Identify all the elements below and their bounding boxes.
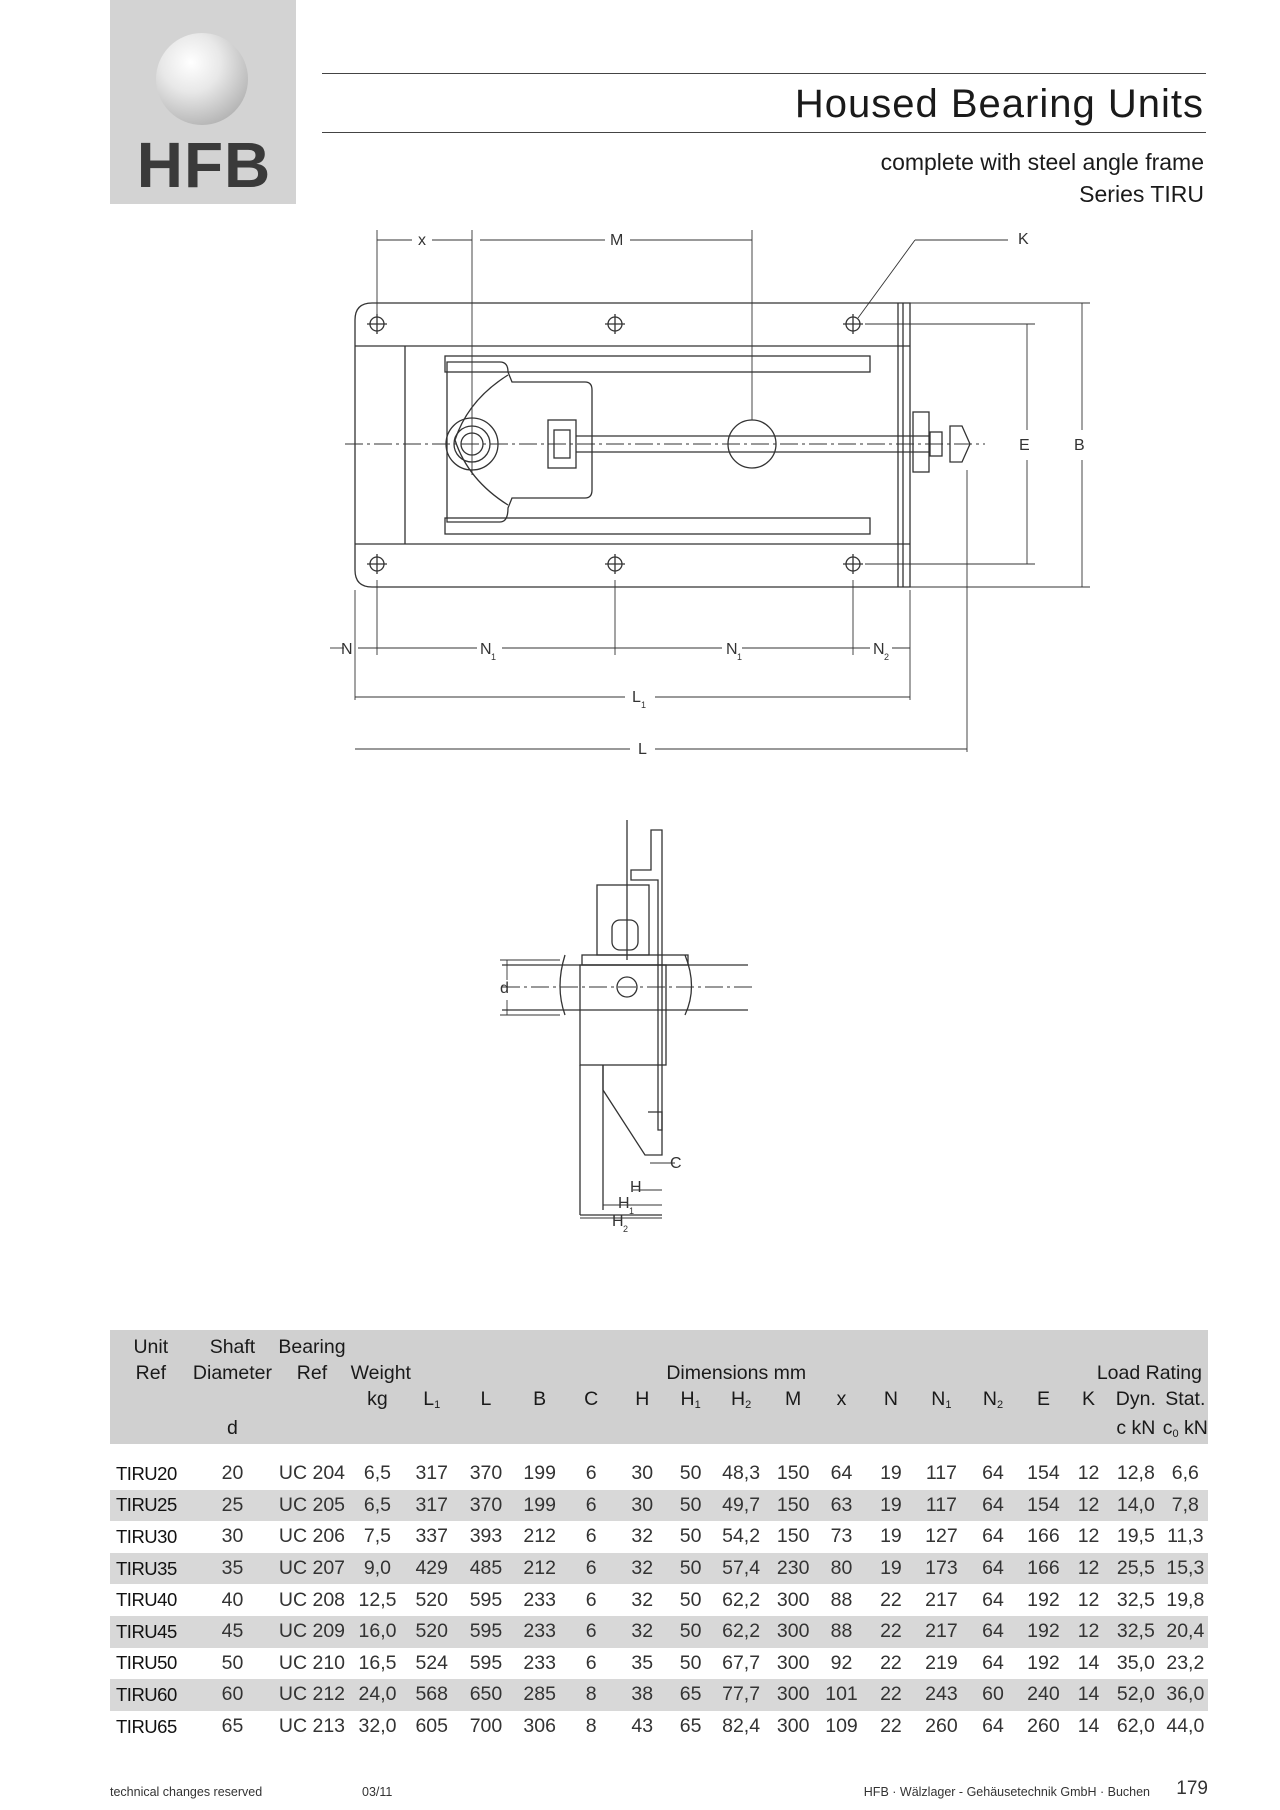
table-cell: 22 — [880, 1683, 902, 1706]
table-cell: 32 — [631, 1620, 654, 1643]
table-cell: 38 — [631, 1683, 654, 1706]
table-cell: 22 — [880, 1651, 902, 1674]
table-cell: UC 207 — [278, 1557, 346, 1580]
table-cell: 12 — [1077, 1588, 1100, 1611]
table-row — [110, 1521, 1208, 1553]
th-n: N — [883, 1388, 898, 1410]
label-x: x — [418, 232, 426, 249]
th-kg: kg — [367, 1388, 388, 1410]
label-h1: H — [618, 1195, 630, 1212]
table-row — [110, 1490, 1208, 1522]
table-cell: 192 — [1027, 1620, 1060, 1643]
table-cell: 32,0 — [358, 1715, 397, 1738]
table-cell: 700 — [469, 1715, 503, 1738]
th-h1: H1 — [680, 1388, 701, 1411]
table-cell: 22 — [880, 1715, 902, 1738]
th-c: C — [584, 1388, 599, 1410]
table-row — [110, 1648, 1208, 1680]
table-cell: 50 — [679, 1493, 702, 1516]
label-n1: N — [480, 641, 492, 658]
table-cell: 64 — [982, 1557, 1004, 1580]
table-cell: 57,4 — [722, 1557, 761, 1580]
table-cell: 64 — [982, 1493, 1004, 1516]
page-title: Housed Bearing Units — [794, 82, 1204, 126]
table-cell: 524 — [415, 1651, 448, 1674]
table-cell: 317 — [415, 1493, 448, 1516]
table-row — [110, 1584, 1208, 1616]
th-h2: H2 — [730, 1388, 752, 1411]
table-cell: UC 212 — [278, 1683, 346, 1706]
table-cell: 64 — [982, 1462, 1004, 1485]
table-cell: 233 — [523, 1651, 556, 1674]
table-cell: 605 — [415, 1715, 448, 1738]
table-cell: 12 — [1077, 1557, 1100, 1580]
table-cell: 62,0 — [1116, 1715, 1155, 1738]
table-cell: 60 — [982, 1683, 1004, 1706]
table-cell: 6 — [585, 1462, 597, 1485]
table-cell: 32 — [631, 1588, 654, 1611]
table-cell: 219 — [925, 1651, 958, 1674]
table-cell: 14 — [1077, 1651, 1100, 1674]
table-cell: 217 — [925, 1588, 958, 1611]
th-l1: L1 — [423, 1388, 441, 1411]
page-number: 179 — [1176, 1778, 1208, 1799]
table-cell: 14 — [1077, 1715, 1100, 1738]
table-cell: 199 — [523, 1462, 556, 1485]
table-cell: 650 — [469, 1683, 503, 1706]
table-cell: 67,7 — [722, 1651, 761, 1674]
th-x: x — [836, 1388, 847, 1410]
unit-ref-cell: TIRU50 — [116, 1652, 177, 1674]
th-l: L — [480, 1388, 492, 1410]
table-cell: 6 — [585, 1588, 597, 1611]
table-cell: 45 — [221, 1620, 244, 1643]
table-cell: 64 — [982, 1588, 1004, 1611]
label-n2: N — [873, 641, 885, 658]
table-cell: 166 — [1027, 1557, 1060, 1580]
footer-notice: technical changes reserved — [110, 1785, 263, 1799]
table-cell: 50 — [221, 1651, 244, 1674]
table-cell: 117 — [925, 1493, 957, 1516]
table-cell: 12,5 — [358, 1588, 397, 1611]
label-b: B — [1074, 437, 1085, 454]
table-cell: 260 — [925, 1715, 958, 1738]
th-dimensions: Dimensions mm — [666, 1362, 807, 1384]
table-cell: 64 — [982, 1651, 1004, 1674]
table-cell: 65 — [679, 1683, 702, 1706]
table-cell: 370 — [469, 1493, 503, 1516]
table-cell: 192 — [1027, 1588, 1060, 1611]
table-cell: 32,5 — [1116, 1588, 1155, 1611]
brand-name: HFB — [136, 129, 272, 201]
table-cell: 62,2 — [722, 1620, 761, 1643]
table-cell: 6 — [585, 1620, 597, 1643]
table-cell: 230 — [776, 1557, 810, 1580]
side-view-drawing — [502, 820, 748, 1215]
label-d: d — [500, 980, 509, 997]
table-cell: 212 — [523, 1557, 556, 1580]
th-weight: Weight — [350, 1362, 411, 1384]
table-cell: 35 — [631, 1651, 654, 1674]
subtitle-line-1: complete with steel angle frame — [880, 149, 1204, 175]
th-unit: Unit — [133, 1336, 169, 1358]
table-cell: UC 213 — [278, 1715, 346, 1738]
table-cell: UC 204 — [278, 1462, 346, 1485]
table-cell: 65 — [679, 1715, 702, 1738]
unit-ref-cell: TIRU20 — [116, 1462, 177, 1484]
table-cell: 337 — [415, 1525, 448, 1548]
table-cell: 19 — [880, 1462, 902, 1485]
table-cell: 64 — [982, 1525, 1004, 1548]
table-cell: 520 — [415, 1588, 448, 1611]
table-cell: 22 — [880, 1588, 902, 1611]
table-cell: 12 — [1077, 1620, 1100, 1643]
table-cell: 568 — [415, 1683, 448, 1706]
label-h: H — [630, 1179, 642, 1196]
label-n: N — [341, 641, 353, 658]
th-bearing-ref: Ref — [296, 1362, 328, 1384]
table-cell: 8 — [585, 1715, 597, 1738]
table-cell: 166 — [1027, 1525, 1060, 1548]
table-row — [110, 1616, 1208, 1648]
unit-ref-cell: TIRU25 — [116, 1494, 177, 1516]
table-cell: 300 — [776, 1651, 810, 1674]
table-cell: 60 — [221, 1683, 244, 1706]
table-cell: 217 — [925, 1620, 958, 1643]
th-n2: N2 — [982, 1388, 1004, 1411]
table-cell: 25,5 — [1116, 1557, 1155, 1580]
table-cell: 62,2 — [722, 1588, 761, 1611]
table-cell: 370 — [469, 1462, 503, 1485]
table-cell: 50 — [679, 1620, 702, 1643]
table-cell: 6 — [585, 1493, 597, 1516]
table-cell: UC 209 — [278, 1620, 346, 1643]
table-cell: 150 — [776, 1525, 810, 1548]
footer-company: HFB · Wälzlager - Gehäusetechnik GmbH · Buchen — [863, 1785, 1150, 1799]
table-body — [110, 1444, 1208, 1742]
top-view-drawing — [355, 303, 970, 587]
table-cell: 19 — [880, 1557, 902, 1580]
label-m: M — [610, 232, 624, 249]
table-cell: 117 — [925, 1462, 957, 1485]
table-cell: 393 — [469, 1525, 503, 1548]
table-cell: 50 — [679, 1588, 702, 1611]
table-cell: 30 — [631, 1462, 654, 1485]
th-m: M — [785, 1388, 802, 1410]
table-cell: 80 — [830, 1557, 853, 1580]
table-cell: 429 — [415, 1557, 448, 1580]
table-cell: 88 — [830, 1620, 853, 1643]
unit-ref-cell: TIRU45 — [116, 1620, 177, 1642]
table-cell: 19,8 — [1166, 1588, 1205, 1611]
table-cell: 317 — [415, 1462, 448, 1485]
table-cell: 20 — [221, 1462, 244, 1485]
label-l: L — [638, 741, 647, 758]
label-l1: L — [632, 689, 641, 706]
table-cell: 73 — [830, 1525, 853, 1548]
th-ref: Ref — [135, 1362, 166, 1384]
unit-ref-cell: TIRU30 — [116, 1525, 177, 1547]
table-cell: 64 — [982, 1715, 1004, 1738]
table-cell: 9,0 — [363, 1557, 392, 1580]
table-cell: 35,0 — [1116, 1651, 1155, 1674]
table-cell: 25 — [221, 1493, 244, 1516]
table-cell: 50 — [679, 1557, 702, 1580]
table-cell: 300 — [776, 1588, 810, 1611]
th-stat: Stat. — [1165, 1388, 1206, 1410]
label-n1b-sub: 1 — [737, 652, 743, 662]
table-cell: UC 205 — [278, 1493, 346, 1516]
table-cell: 40 — [221, 1588, 244, 1611]
table-cell: 6 — [585, 1651, 597, 1674]
table-cell: 12 — [1077, 1462, 1100, 1485]
table-cell: 30 — [221, 1525, 244, 1548]
table-cell: 6 — [585, 1557, 597, 1580]
table-cell: 36,0 — [1166, 1683, 1205, 1706]
table-cell: 109 — [825, 1715, 858, 1738]
table-cell: 35 — [221, 1557, 244, 1580]
table-cell: 19 — [880, 1493, 902, 1516]
table-cell: 23,2 — [1166, 1651, 1205, 1674]
table-cell: 243 — [925, 1683, 958, 1706]
table-cell: UC 208 — [278, 1588, 346, 1611]
th-shaft: Shaft — [209, 1336, 256, 1358]
label-n2-sub: 2 — [884, 652, 890, 662]
unit-ref-cell: TIRU65 — [116, 1715, 177, 1737]
specification-table — [110, 1330, 1208, 1742]
table-cell: 12,8 — [1116, 1462, 1155, 1485]
label-l1-sub: 1 — [641, 700, 647, 710]
table-cell: 101 — [825, 1683, 858, 1706]
table-cell: 12 — [1077, 1493, 1100, 1516]
table-cell: 64 — [830, 1462, 853, 1485]
table-cell: 16,5 — [358, 1651, 397, 1674]
table-cell: 50 — [679, 1525, 702, 1548]
table-cell: 32,5 — [1116, 1620, 1155, 1643]
th-n1: N1 — [931, 1388, 952, 1411]
table-cell: 63 — [830, 1493, 853, 1516]
table-cell: 7,8 — [1171, 1493, 1199, 1516]
table-cell: 520 — [415, 1620, 448, 1643]
table-cell: 6,6 — [1171, 1462, 1199, 1485]
table-cell: 50 — [679, 1462, 702, 1485]
table-cell: 233 — [523, 1620, 556, 1643]
table-cell: 240 — [1027, 1683, 1060, 1706]
subtitle-line-2: Series TIRU — [1079, 181, 1204, 207]
unit-ref-cell: TIRU60 — [116, 1683, 177, 1705]
table-cell: 595 — [469, 1620, 503, 1643]
label-e: E — [1019, 437, 1030, 454]
table-cell: 43 — [631, 1715, 654, 1738]
table-cell: 173 — [925, 1557, 958, 1580]
label-c: C — [670, 1155, 682, 1172]
table-cell: 24,0 — [358, 1683, 397, 1706]
table-cell: UC 206 — [278, 1525, 346, 1548]
table-cell: 77,7 — [722, 1683, 761, 1706]
th-c0-kn: c0 kN — [1162, 1417, 1208, 1440]
label-h2-sub: 2 — [623, 1224, 629, 1234]
table-cell: 50 — [679, 1651, 702, 1674]
table-cell: 6,5 — [363, 1493, 392, 1516]
table-cell: 52,0 — [1116, 1683, 1155, 1706]
table-cell: 14,0 — [1116, 1493, 1155, 1516]
table-row — [110, 1679, 1208, 1711]
th-k: K — [1082, 1388, 1096, 1410]
label-k: K — [1018, 231, 1029, 248]
table-row — [110, 1458, 1208, 1490]
th-e: E — [1036, 1388, 1050, 1410]
table-cell: 127 — [925, 1525, 958, 1548]
label-n1b: N — [726, 641, 738, 658]
table-cell: 285 — [523, 1683, 556, 1706]
table-cell: 306 — [523, 1715, 556, 1738]
table-cell: 30 — [631, 1493, 654, 1516]
table-cell: 212 — [523, 1525, 556, 1548]
label-h2: H — [612, 1213, 624, 1230]
table-cell: 6,5 — [363, 1462, 392, 1485]
label-n1-sub: 1 — [491, 652, 497, 662]
table-cell: 6 — [585, 1525, 597, 1548]
table-cell: 15,3 — [1166, 1557, 1205, 1580]
table-cell: 14 — [1077, 1683, 1100, 1706]
th-dyn: Dyn. — [1115, 1388, 1156, 1410]
table-cell: 7,5 — [363, 1525, 392, 1548]
table-cell: 19 — [880, 1525, 902, 1548]
table-cell: 48,3 — [722, 1462, 761, 1485]
unit-ref-cell: TIRU35 — [116, 1557, 177, 1579]
unit-ref-cell: TIRU40 — [116, 1589, 177, 1611]
label-h1-sub: 1 — [629, 1206, 635, 1216]
th-diameter: Diameter — [192, 1362, 273, 1384]
table-cell: 192 — [1027, 1651, 1060, 1674]
table-cell: 20,4 — [1166, 1620, 1205, 1643]
table-cell: 300 — [776, 1620, 810, 1643]
table-cell: 300 — [776, 1683, 810, 1706]
table-cell: 12 — [1077, 1525, 1100, 1548]
table-cell: 150 — [776, 1493, 810, 1516]
th-bearing: Bearing — [278, 1336, 346, 1358]
th-h: H — [635, 1388, 650, 1410]
table-cell: 19,5 — [1116, 1525, 1155, 1548]
table-cell: 8 — [585, 1683, 597, 1706]
table-cell: 595 — [469, 1651, 503, 1674]
th-b: B — [533, 1388, 547, 1410]
table-cell: 150 — [776, 1462, 810, 1485]
th-c-kn: c kN — [1116, 1417, 1156, 1439]
th-load-rating: Load Rating — [1096, 1362, 1202, 1384]
footer-date: 03/11 — [362, 1785, 393, 1799]
table-cell: 11,3 — [1167, 1525, 1204, 1548]
table-cell: 154 — [1027, 1462, 1060, 1485]
table-cell: 154 — [1027, 1493, 1060, 1516]
table-cell: 233 — [523, 1588, 556, 1611]
table-cell: 32 — [631, 1525, 654, 1548]
table-cell: 300 — [776, 1715, 810, 1738]
table-cell: 16,0 — [358, 1620, 397, 1643]
table-cell: 64 — [982, 1620, 1004, 1643]
table-cell: UC 210 — [278, 1651, 346, 1674]
table-cell: 92 — [830, 1651, 853, 1674]
table-cell: 65 — [221, 1715, 244, 1738]
table-cell: 44,0 — [1166, 1715, 1205, 1738]
table-cell: 82,4 — [722, 1715, 761, 1738]
table-cell: 88 — [830, 1588, 853, 1611]
table-cell: 199 — [523, 1493, 556, 1516]
table-cell: 485 — [469, 1557, 503, 1580]
table-cell: 22 — [880, 1620, 902, 1643]
table-row — [110, 1553, 1208, 1585]
th-d: d — [227, 1417, 238, 1439]
table-cell: 32 — [631, 1557, 654, 1580]
table-cell: 49,7 — [722, 1493, 761, 1516]
table-row — [110, 1711, 1208, 1743]
table-cell: 260 — [1027, 1715, 1060, 1738]
table-cell: 54,2 — [722, 1525, 761, 1548]
table-cell: 595 — [469, 1588, 503, 1611]
